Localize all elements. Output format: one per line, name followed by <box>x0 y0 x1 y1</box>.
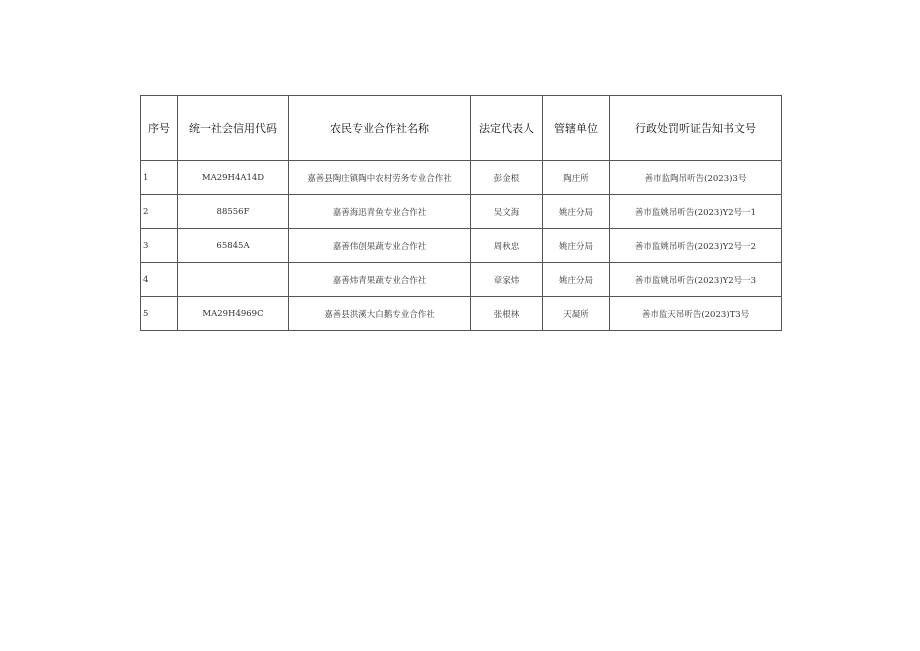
cell-hearing-notice-number: 善市监天吊听告(2023)T3号 <box>610 297 782 331</box>
table-row <box>141 229 782 263</box>
cell-credit-code: 65845A <box>178 229 289 263</box>
header-legal-representative: 法定代表人 <box>471 96 543 161</box>
cell-cooperative-name: 嘉善县洪溪大白鹅专业合作社 <box>289 297 471 331</box>
cell-serial-no: 2 <box>141 195 178 229</box>
header-credit-code: 统一社会信用代码 <box>178 96 289 161</box>
header-jurisdiction-unit: 管辖单位 <box>543 96 610 161</box>
cell-serial-no: 4 <box>141 263 178 297</box>
cell-legal-representative: 吴文海 <box>471 195 543 229</box>
cell-cooperative-name: 嘉善海迅青鱼专业合作社 <box>289 195 471 229</box>
cell-cooperative-name: 嘉善炜青果蔬专业合作社 <box>289 263 471 297</box>
cell-credit-code: MA29H4A14D <box>178 161 289 195</box>
cell-serial-no: 1 <box>141 161 178 195</box>
cell-credit-code: 88556F <box>178 195 289 229</box>
table-header-row <box>141 96 782 161</box>
table-row <box>141 161 782 195</box>
table-row <box>141 195 782 229</box>
cell-serial-no: 3 <box>141 229 178 263</box>
cell-legal-representative: 彭金根 <box>471 161 543 195</box>
cell-legal-representative: 周秋忠 <box>471 229 543 263</box>
table-row <box>141 263 782 297</box>
header-serial-no: 序号 <box>141 96 178 161</box>
header-cooperative-name: 农民专业合作社名称 <box>289 96 471 161</box>
cell-hearing-notice-number: 善市监姚吊听告(2023)Y2号一2 <box>610 229 782 263</box>
cell-credit-code: MA29H4969C <box>178 297 289 331</box>
cell-cooperative-name: 嘉善伟创果蔬专业合作社 <box>289 229 471 263</box>
cell-serial-no: 5 <box>141 297 178 331</box>
header-hearing-notice-number: 行政处罚听证告知书文号 <box>610 96 782 161</box>
cell-legal-representative: 张根林 <box>471 297 543 331</box>
cooperative-revocation-table <box>140 95 782 331</box>
cell-jurisdiction-unit: 姚庄分局 <box>543 195 610 229</box>
cell-jurisdiction-unit: 姚庄分局 <box>543 263 610 297</box>
cell-hearing-notice-number: 善市监姚吊听告(2023)Y2号一1 <box>610 195 782 229</box>
cell-jurisdiction-unit: 陶庄所 <box>543 161 610 195</box>
cell-jurisdiction-unit: 姚庄分局 <box>543 229 610 263</box>
cell-cooperative-name: 嘉善县陶庄镇陶中农村劳务专业合作社 <box>289 161 471 195</box>
cell-legal-representative: 章家炜 <box>471 263 543 297</box>
cell-hearing-notice-number: 善市监陶吊听告(2023)3号 <box>610 161 782 195</box>
cell-credit-code <box>178 263 289 297</box>
table-row <box>141 297 782 331</box>
cell-jurisdiction-unit: 天凝所 <box>543 297 610 331</box>
cell-hearing-notice-number: 善市监姚吊听告(2023)Y2号一3 <box>610 263 782 297</box>
